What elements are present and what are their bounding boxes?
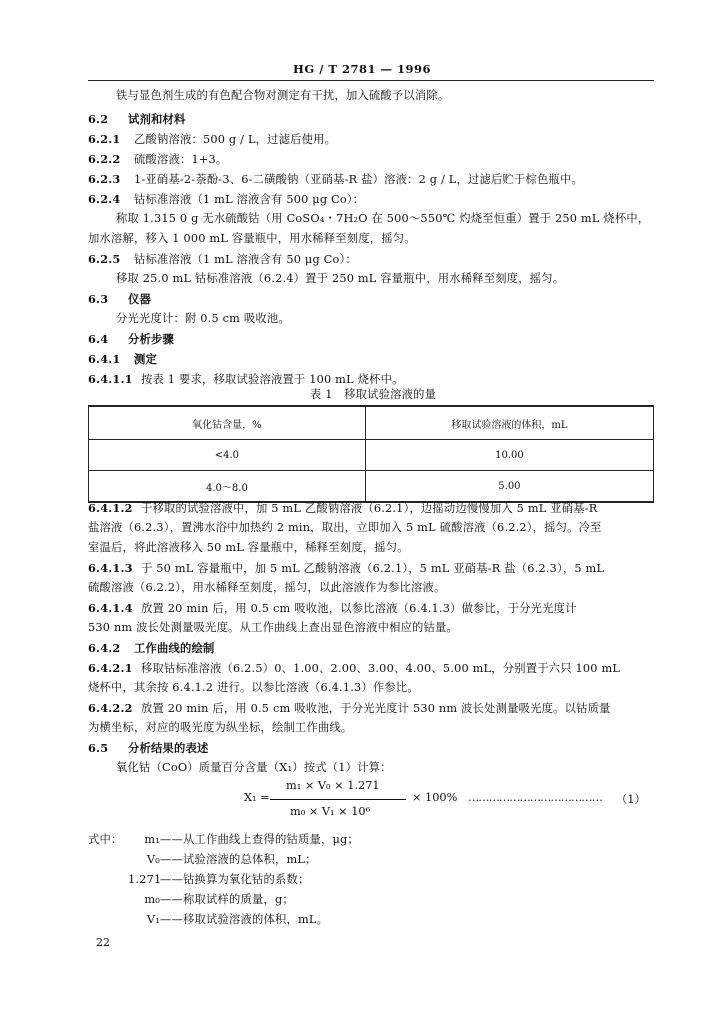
formula-rhs: × 100%: [412, 791, 458, 804]
section-heading: [88, 291, 658, 308]
table-header-cell: 氧化钴含量，%: [89, 406, 366, 440]
legend-description: ——从工作曲线上查得的钴质量，μg；: [160, 833, 359, 846]
legend-symbol: m₀: [144, 893, 160, 906]
legend-description: ——移取试验溶液的体积，mL。: [160, 913, 329, 926]
clause-number: 6.2.4: [88, 192, 121, 206]
clause-text: 按表 1 要求，移取试验溶液置于 100 mL 烧杯中。: [141, 373, 404, 386]
clause-text: 钴标准溶液（1 mL 溶液含有 500 μg Co）：: [134, 193, 365, 206]
clause-text: 1-亚硝基-2-萘酚-3、6-二磺酸钠（亚硝基-R 盐）溶液：2 g / L，过滤后贮于棕色瓶中。: [134, 173, 583, 186]
paragraph-line: 称取 1.315 0 g 无水硫酸钴（用 CoSO₄・7H₂O 在 500～550℃ 灼烧至恒重）置于 250 mL 烧杯中，: [116, 212, 650, 225]
formula-leader-dots: …………………………………: [468, 791, 602, 804]
legend-row: [88, 872, 658, 888]
clause-number: 6.2.3: [88, 172, 121, 186]
clause-number: 6.4.1.4: [88, 601, 133, 615]
legend-row: [88, 892, 658, 908]
formula-lhs: X₁ =: [244, 791, 270, 804]
formula-numerator: m₁ × V₀ × 1.271: [286, 779, 380, 792]
clause: [88, 371, 658, 388]
legend-row: [88, 832, 658, 848]
clause: [88, 500, 658, 517]
paragraph-line: 为横坐标，对应的吸光度为纵坐标，绘制工作曲线。: [88, 721, 353, 734]
table-1: [88, 405, 654, 503]
clause-number: 6.4.2.2: [88, 701, 133, 715]
paragraph-line: 分光光度计：附 0.5 cm 吸收池。: [116, 312, 290, 325]
clause: [88, 660, 658, 677]
table-row: [89, 440, 654, 471]
clause-text: 放置 20 min 后，用 0.5 cm 吸收池，于分光光度计 530 nm 波长处测量吸光度。以钴质量: [141, 702, 611, 715]
clause: [88, 600, 658, 617]
clause-number: 6.2.5: [88, 252, 121, 266]
section-heading: [88, 111, 658, 128]
legend-symbol: 1.271: [128, 873, 162, 886]
section-title: 测定: [134, 352, 157, 366]
table-cell: 5.00: [365, 471, 653, 503]
section-heading: [88, 351, 658, 368]
clause-number: 6.4.1.1: [88, 372, 133, 386]
paragraph-line: 530 nm 波长处测量吸光度。从工作曲线上查出显色溶液中相应的钴量。: [88, 621, 459, 634]
formula-denominator: m₀ × V₁ × 10⁶: [290, 805, 371, 818]
clause-number: 6.4.1.2: [88, 501, 133, 515]
section-number: 6.4: [88, 332, 109, 346]
clause: [88, 560, 658, 577]
page-header: HG / T 2781 — 1996: [293, 62, 431, 76]
section-number: 6.2: [88, 112, 109, 126]
legend-row: [88, 852, 658, 868]
formula-number: （1）: [616, 793, 646, 806]
clause-number: 6.4.1.3: [88, 561, 133, 575]
fraction-bar: [270, 799, 406, 800]
section-number: 6.5: [88, 741, 109, 755]
legend-prefix: 式中：: [88, 833, 123, 846]
legend-symbol: V₁: [146, 913, 160, 926]
clause-number: 6.2.2: [88, 152, 121, 166]
legend-row: [88, 912, 658, 928]
section-heading: [88, 331, 658, 348]
clause: [88, 700, 658, 717]
legend-description: ——钴换算为氧化钴的系数；: [160, 873, 310, 886]
clause-number: 6.2.1: [88, 132, 121, 146]
legend-symbol: V₀: [146, 853, 160, 866]
clause-text: 于 50 mL 容量瓶中，加 5 mL 乙酸钠溶液（6.2.1），5 mL 亚硝基-R 盐（6.2.3），5 mL: [141, 562, 605, 575]
table-cell: 4.0～8.0: [89, 471, 366, 503]
section-title: 工作曲线的绘制: [134, 641, 215, 655]
clause-number: 6.4.2.1: [88, 661, 133, 675]
legend-description: ——试验溶液的总体积，mL；: [160, 853, 317, 866]
section-title: 分析步骤: [128, 332, 174, 346]
table-header-row: [89, 406, 654, 440]
clause-text: 钴标准溶液（1 mL 溶液含有 50 μg Co）：: [134, 253, 357, 266]
table-row: [89, 471, 654, 503]
paragraph-line: 烧杯中，其余按 6.4.1.2 进行。以参比溶液（6.4.1.3）作参比。: [88, 681, 419, 694]
section-title: 分析结果的表述: [128, 741, 209, 755]
clause-text: 放置 20 min 后，用 0.5 cm 吸收池，以参比溶液（6.4.1.3）做参比，于分光光度计: [141, 602, 577, 615]
clause: [88, 171, 658, 188]
page-number: 22: [96, 936, 110, 949]
clause-text: 移取钴标准溶液（6.2.5）0、1.00、2.00、3.00、4.00、5.00 mL，分别置于六只 100 mL: [141, 662, 621, 675]
paragraph-line: 氧化钴（CoO）质量百分含量（X₁）按式（1）计算：: [116, 761, 392, 774]
clause-text: 于移取的试验溶液中，加 5 mL 乙酸钠溶液（6.2.1），边摇动边慢慢加入 5 mL 亚硝基-R: [141, 502, 598, 515]
table-cell: <4.0: [89, 440, 366, 471]
section-title: 仪器: [128, 292, 151, 306]
legend-description: ——称取试样的质量，g；: [160, 893, 294, 906]
paragraph-line: 铁与显色剂生成的有色配合物对测定有干扰，加入硫酸予以消除。: [116, 89, 450, 102]
clause-text: 乙酸钠溶液：500 g / L，过滤后使用。: [134, 133, 337, 146]
paragraph-line: 盐溶液（6.2.3），置沸水浴中加热约 2 min，取出，立即加入 5 mL 硫酸溶液（6.2.2），摇匀。冷至: [88, 521, 602, 534]
clause: [88, 151, 658, 168]
paragraph-line: 加水溶解，移入 1 000 mL 容量瓶中，用水稀释至刻度，摇匀。: [88, 232, 416, 245]
clause: [88, 191, 658, 208]
header-rule: [88, 80, 654, 81]
formula-1: [244, 775, 664, 825]
legend-symbol: m₁: [144, 833, 160, 846]
section-heading: [88, 640, 658, 657]
clause: [88, 251, 658, 268]
section-number: 6.4.1: [88, 352, 121, 366]
table-caption: 表 1 移取试验溶液的量: [309, 388, 437, 401]
table-cell: 10.00: [365, 440, 653, 471]
paragraph-line: 移取 25.0 mL 钴标准溶液（6.2.4）置于 250 mL 容量瓶中，用水稀释至刻度，摇匀。: [116, 272, 565, 285]
section-title: 试剂和材料: [128, 112, 186, 126]
clause: [88, 131, 658, 148]
paragraph-line: 硫酸溶液（6.2.2），用水稀释至刻度，摇匀，以此溶液作为参比溶液。: [88, 581, 446, 594]
clause-text: 硫酸溶液：1+3。: [134, 153, 228, 166]
section-heading: [88, 740, 658, 757]
section-number: 6.4.2: [88, 641, 121, 655]
paragraph-line: 室温后，将此溶液移入 50 mL 容量瓶中，稀释至刻度，摇匀。: [88, 541, 409, 554]
section-number: 6.3: [88, 292, 109, 306]
table-header-cell: 移取试验溶液的体积，mL: [365, 406, 653, 440]
